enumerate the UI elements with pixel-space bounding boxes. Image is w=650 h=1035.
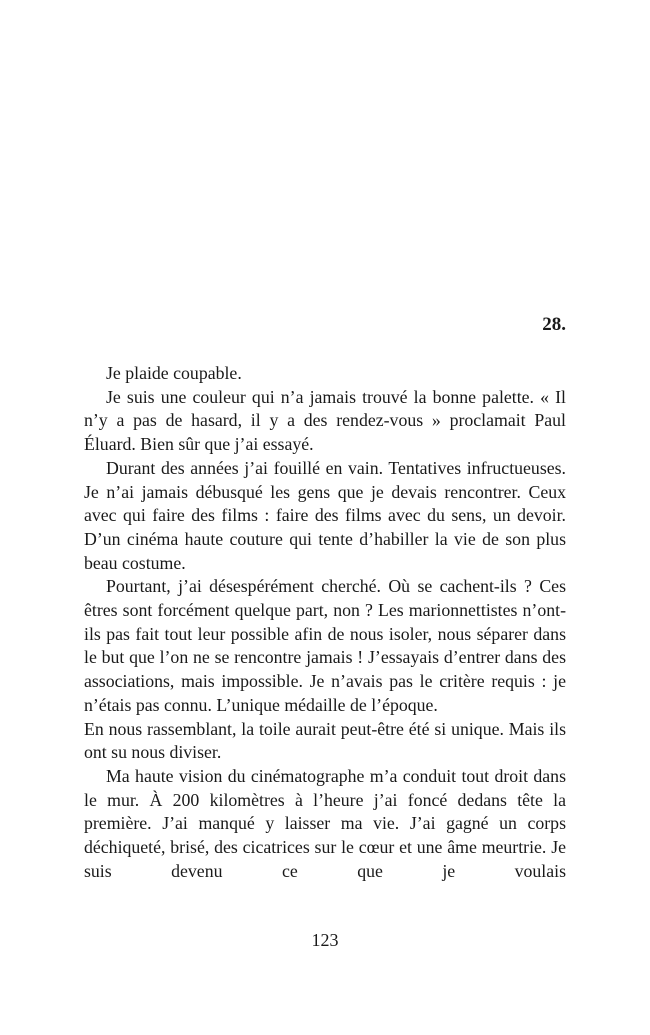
- paragraph: Je plaide coupable.: [106, 363, 242, 383]
- paragraph: Ma haute vision du cinématographe m’a conduit tout droit dans le mur. À 200 kilomètres à l’heure j’ai foncé dedans tête la première. J’ai manqué y laisser ma vie. J’ai gagné un corps déchiqueté, brisé, des cicatrices sur le cœur et une âme meurtrie. Je suis devenu ce que je voulais: [84, 765, 566, 881]
- page-number: 123: [311, 930, 339, 950]
- chapter-number: 28.: [542, 314, 566, 335]
- chapter-body: [84, 362, 566, 883]
- paragraph: Durant des années j’ai fouillé en vain. Tentatives infructueuses. Je n’ai jamais débusqué les gens que je devais rencontrer. Ceux avec qui faire des films : faire des films avec du sens, un devoir. D’un cinéma haute couture qui tente d’habiller la vie de son plus beau costume.: [84, 457, 566, 573]
- paragraph: Pourtant, j’ai désespérément cherché. Où se cachent-ils ? Ces êtres sont forcément quelque part, non ? Les marionnettistes n’ont-ils pas fait tout leur possible afin de nous isoler, nous séparer dans le but que l’on ne se rencontre jamais ! J’essayais d’entrer dans des associations, mais impossible. Je n’avais pas le critère requis : je n’étais pas connu. L’unique médaille de l’époque.: [84, 576, 566, 715]
- paragraph: Je suis une couleur qui n’a jamais trouvé la bonne palette. « Il n’y a pas de hasard, il y a des rendez-vous » proclamait Paul Éluard. Bien sûr que j’ai essayé.: [84, 386, 566, 455]
- paragraph: En nous rassemblant, la toile aurait peut-être été si unique. Mais ils ont su nous diviser.: [84, 718, 566, 763]
